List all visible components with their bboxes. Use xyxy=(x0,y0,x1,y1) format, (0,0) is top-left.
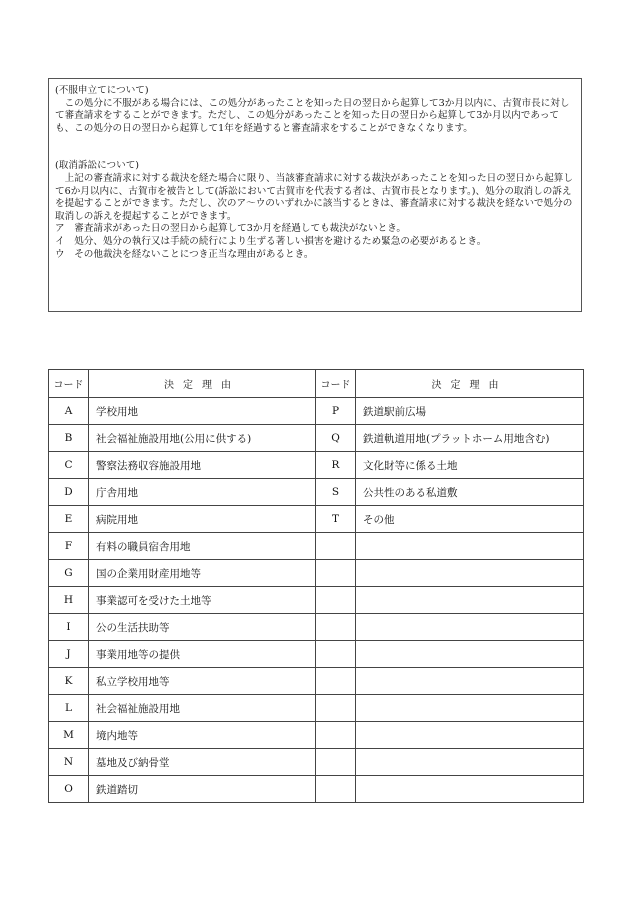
code-cell: Q xyxy=(316,425,356,452)
code-cell: A xyxy=(49,398,89,425)
reason-cell xyxy=(356,614,584,641)
table-row xyxy=(49,641,584,668)
code-cell: O xyxy=(49,776,89,803)
code-cell: T xyxy=(316,506,356,533)
item-mark: イ xyxy=(55,235,65,247)
code-cell: H xyxy=(49,587,89,614)
code-cell: S xyxy=(316,479,356,506)
code-cell xyxy=(316,641,356,668)
code-cell xyxy=(316,749,356,776)
reason-cell xyxy=(356,749,584,776)
table-row xyxy=(49,776,584,803)
code-cell: N xyxy=(49,749,89,776)
item-mark: ア xyxy=(55,223,65,235)
revocation-body: 上記の審査請求に対する裁決を経た場合に限り、当該審査請求に対する裁決があったことを知った日の翌日から起算して6か月以内に、古賀市を被告として(訴訟において古賀市を代表する者は、古賀市長となります。)、処分の取消しの訴えを提起することができます。ただし、次のア～ウのいずれかに該当するときは、審査請求に対する裁決を経ないで処分の取消しの訴えを提起することができます。 xyxy=(55,172,573,222)
revocation-heading: (取消訴訟について) xyxy=(55,160,140,172)
item-text: 審査請求があった日の翌日から起算して3か月を経過しても裁決がないとき。 xyxy=(74,223,406,235)
revocation-item-a xyxy=(55,223,577,236)
table-row xyxy=(49,668,584,695)
code-cell xyxy=(316,695,356,722)
table-row xyxy=(49,506,584,533)
reason-cell xyxy=(356,560,584,587)
code-cell: P xyxy=(316,398,356,425)
header-reason-left: 決定理由 xyxy=(89,370,316,398)
reason-cell xyxy=(356,533,584,560)
code-cell: G xyxy=(49,560,89,587)
table-row xyxy=(49,695,584,722)
table-row xyxy=(49,587,584,614)
code-cell: M xyxy=(49,722,89,749)
table-row xyxy=(49,452,584,479)
code-cell: I xyxy=(49,614,89,641)
table-row xyxy=(49,533,584,560)
header-code-right: コード xyxy=(316,370,356,398)
objection-heading: (不服申立てについて) xyxy=(55,85,149,96)
appeal-notice-box xyxy=(48,78,582,312)
revocation-item-i xyxy=(55,236,577,249)
revocation-item-u xyxy=(55,249,577,262)
header-reason-right: 決定理由 xyxy=(356,370,584,398)
table-row xyxy=(49,425,584,452)
code-cell xyxy=(316,722,356,749)
reason-cell: 病院用地 xyxy=(89,506,316,533)
reason-cell: 境内地等 xyxy=(89,722,316,749)
code-cell: D xyxy=(49,479,89,506)
table-row xyxy=(49,722,584,749)
reason-cell: 事業用地等の提供 xyxy=(89,641,316,668)
reason-cell: 学校用地 xyxy=(89,398,316,425)
header-code-left: コード xyxy=(49,370,89,398)
code-cell xyxy=(316,614,356,641)
reason-cell: 文化財等に係る土地 xyxy=(356,452,584,479)
reason-cell: 庁舎用地 xyxy=(89,479,316,506)
reason-cell: 国の企業用財産用地等 xyxy=(89,560,316,587)
reason-cell: 公共性のある私道敷 xyxy=(356,479,584,506)
reason-cell: 鉄道踏切 xyxy=(89,776,316,803)
reason-cell xyxy=(356,776,584,803)
reason-cell: 警察法務収容施設用地 xyxy=(89,452,316,479)
table-header-row xyxy=(49,370,584,398)
reason-cell xyxy=(356,668,584,695)
reason-cell: 墓地及び納骨堂 xyxy=(89,749,316,776)
item-text: 処分、処分の執行又は手続の続行により生ずる著しい損害を避けるため緊急の必要があるとき。 xyxy=(74,235,487,247)
code-cell xyxy=(316,533,356,560)
reason-cell: 私立学校用地等 xyxy=(89,668,316,695)
code-cell: L xyxy=(49,695,89,722)
code-cell: B xyxy=(49,425,89,452)
code-cell: K xyxy=(49,668,89,695)
code-cell: E xyxy=(49,506,89,533)
reason-cell: 社会福祉施設用地(公用に供する) xyxy=(89,425,316,452)
code-cell xyxy=(316,587,356,614)
reason-cell: その他 xyxy=(356,506,584,533)
item-mark: ウ xyxy=(55,248,65,260)
reason-cell xyxy=(356,587,584,614)
table-row xyxy=(49,749,584,776)
code-cell: J xyxy=(49,641,89,668)
reason-cell xyxy=(356,641,584,668)
section-gap xyxy=(55,135,577,160)
code-cell: F xyxy=(49,533,89,560)
code-cell: R xyxy=(316,452,356,479)
reason-cell: 鉄道駅前広場 xyxy=(356,398,584,425)
reason-cell xyxy=(356,722,584,749)
reason-cell: 事業認可を受けた土地等 xyxy=(89,587,316,614)
decision-reason-table xyxy=(48,369,584,803)
reason-cell: 鉄道軌道用地(プラットホーム用地含む) xyxy=(356,425,584,452)
table-row xyxy=(49,398,584,425)
code-cell xyxy=(316,668,356,695)
table-body xyxy=(49,398,584,803)
reason-cell: 公の生活扶助等 xyxy=(89,614,316,641)
item-text: その他裁決を経ないことにつき正当な理由があるとき。 xyxy=(74,248,314,260)
reason-cell xyxy=(356,695,584,722)
code-cell xyxy=(316,776,356,803)
table-row xyxy=(49,614,584,641)
code-cell xyxy=(316,560,356,587)
reason-cell: 有料の職員宿舎用地 xyxy=(89,533,316,560)
table-row xyxy=(49,560,584,587)
table-row xyxy=(49,479,584,506)
reason-cell: 社会福祉施設用地 xyxy=(89,695,316,722)
code-cell: C xyxy=(49,452,89,479)
objection-body: この処分に不服がある場合には、この処分があったことを知った日の翌日から起算して3か月以内に、古賀市長に対して審査請求をすることができます。ただし、この処分があったことを知った日の翌日から起算して3か月以内であっても、この処分の日の翌日から起算して1年を経過すると審査請求をすることができなくなります。 xyxy=(55,97,570,134)
